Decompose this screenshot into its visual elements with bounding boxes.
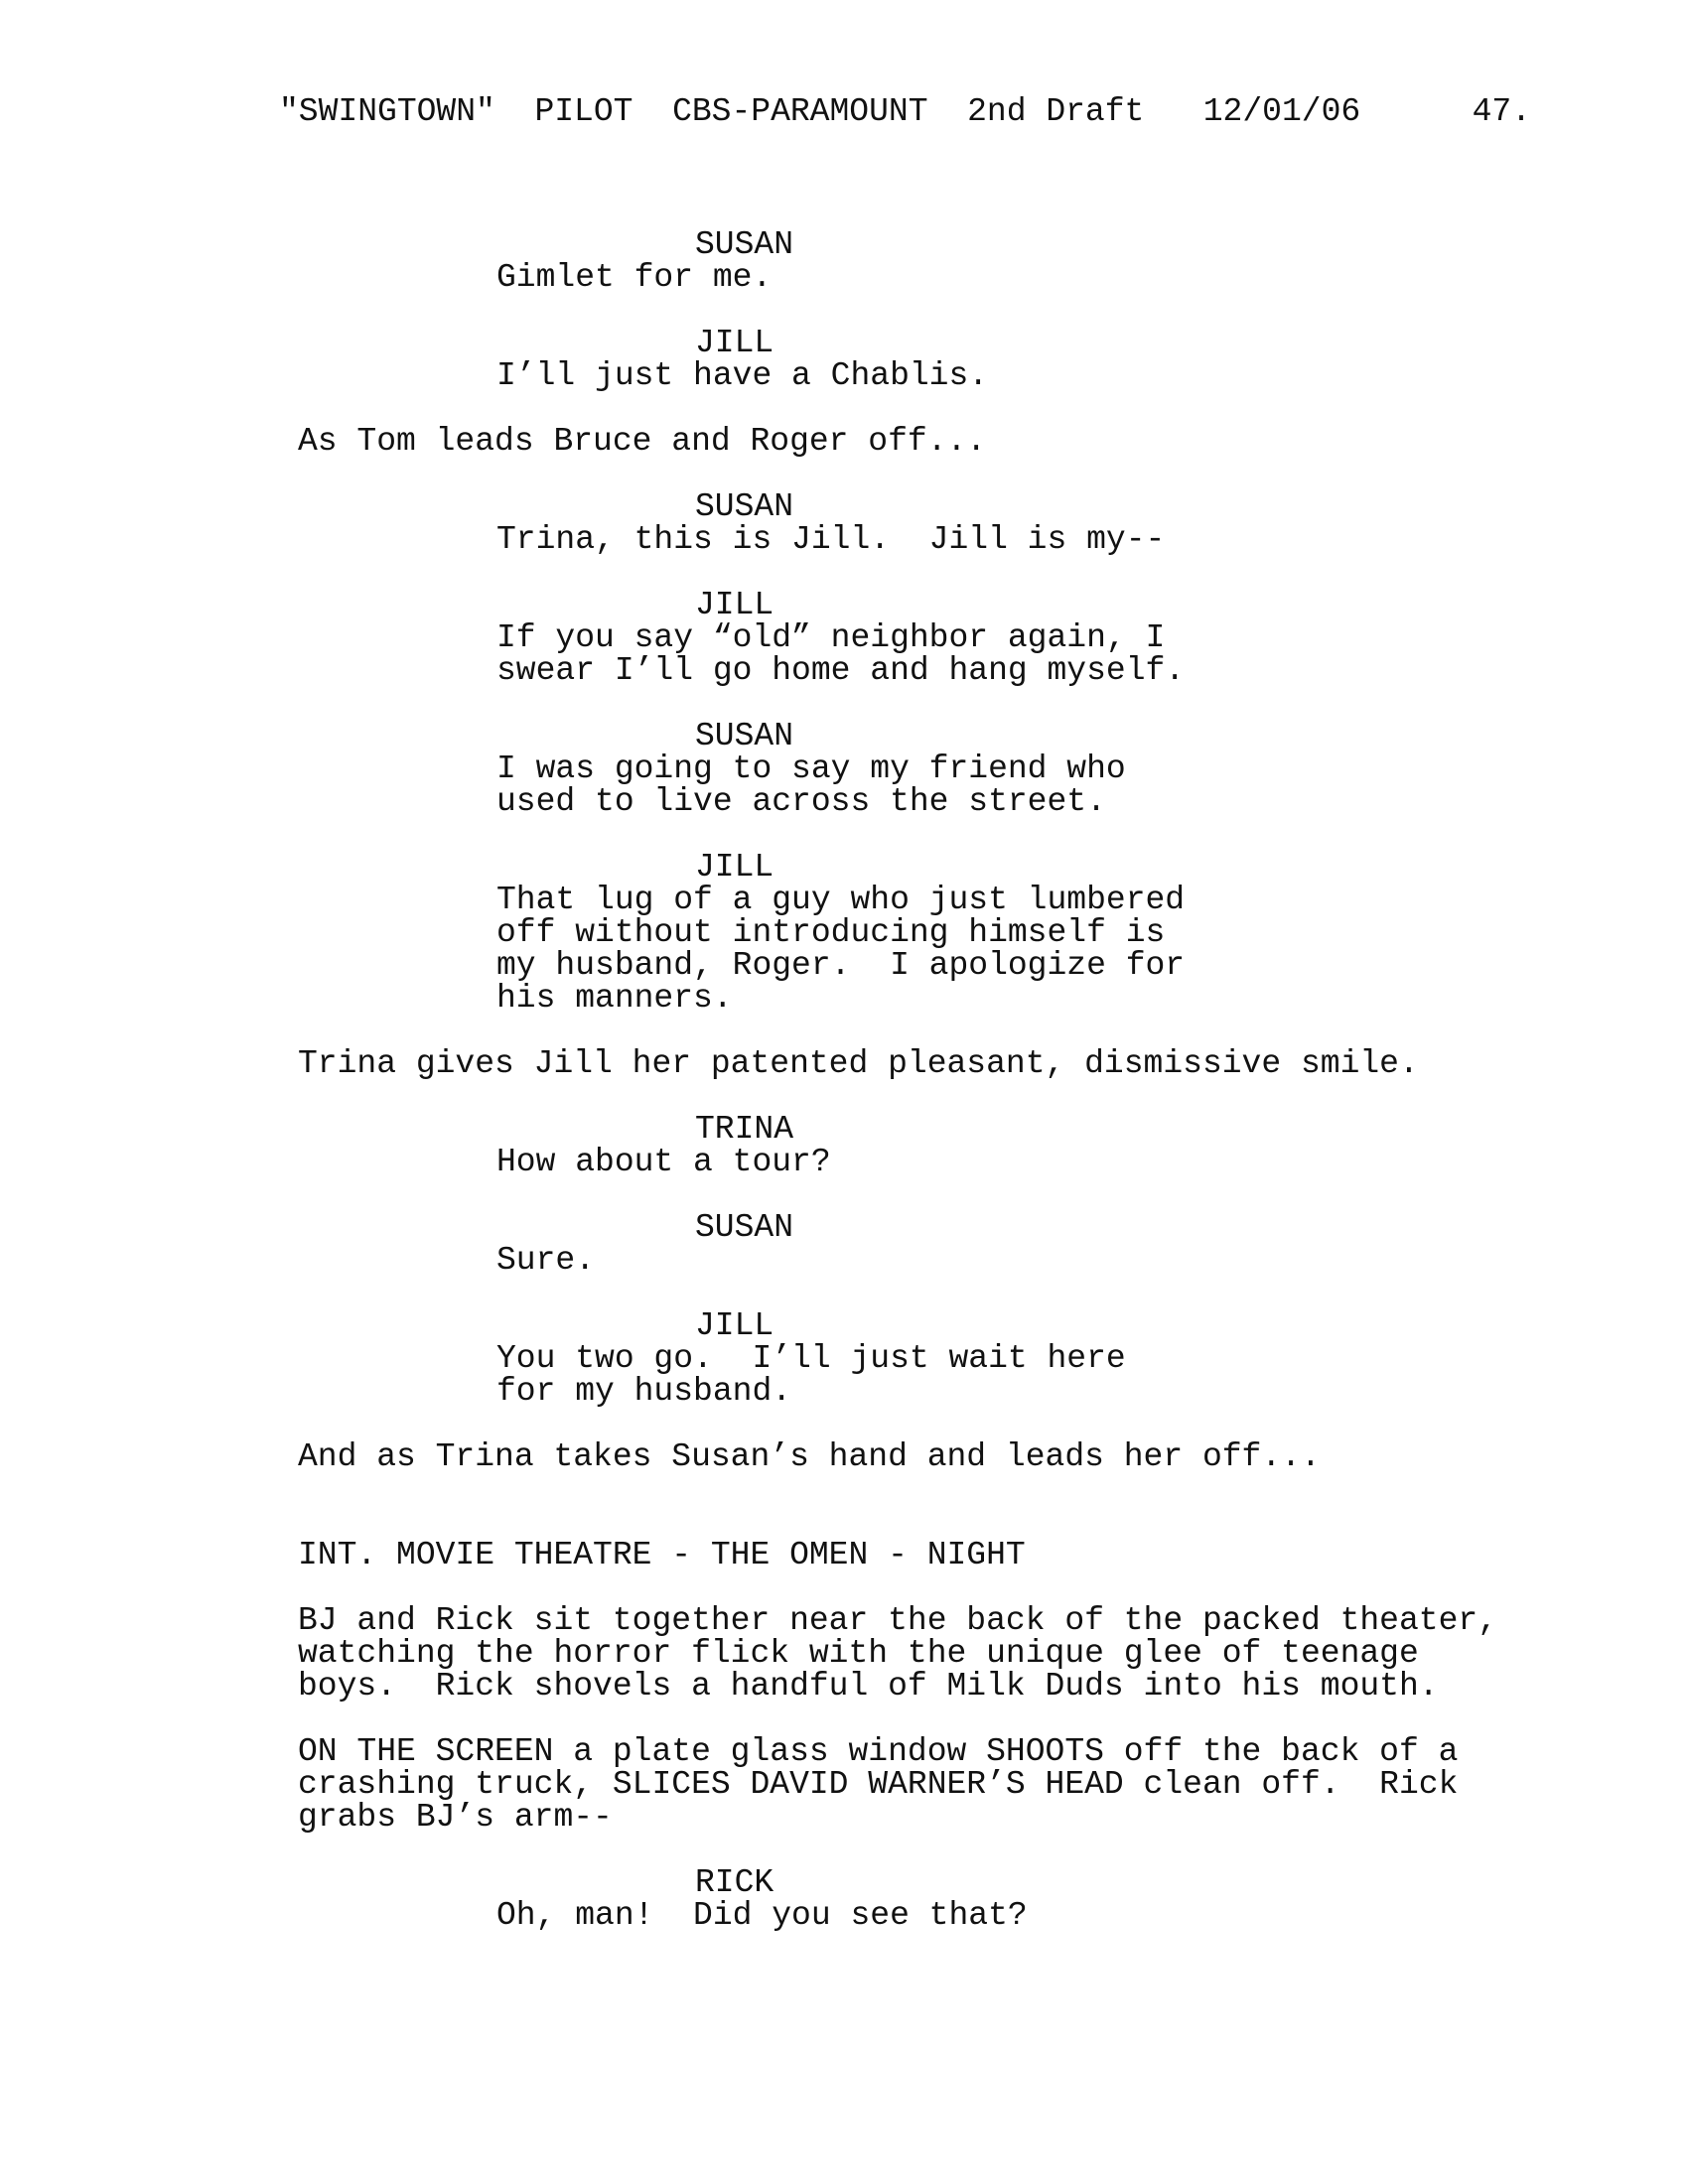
action-line: ON THE SCREEN a plate glass window SHOOTS off the back of a xyxy=(298,1733,1459,1770)
character-name: SUSAN xyxy=(695,1209,794,1246)
dialogue-line: swear I’ll go home and hang myself. xyxy=(496,652,1186,689)
character-name: SUSAN xyxy=(695,226,794,263)
character-name: JILL xyxy=(695,1307,774,1344)
action-line: And as Trina takes Susan’s hand and leads her off... xyxy=(298,1438,1321,1475)
action-line: crashing truck, SLICES DAVID WARNER’S HEAD clean off. Rick xyxy=(298,1766,1459,1803)
dialogue-line: If you say “old” neighbor again, I xyxy=(496,619,1166,656)
dialogue-line: used to live across the street. xyxy=(496,783,1106,820)
scene-heading: INT. MOVIE THEATRE - THE OMEN - NIGHT xyxy=(298,1537,1026,1573)
action-line: watching the horror flick with the unique glee of teenage xyxy=(298,1635,1419,1672)
dialogue-line: I’ll just have a Chablis. xyxy=(496,357,989,394)
action-line: grabs BJ’s arm-- xyxy=(298,1799,613,1836)
dialogue-line: off without introducing himself is xyxy=(496,914,1166,951)
character-name: JILL xyxy=(695,325,774,361)
dialogue-line: How about a tour? xyxy=(496,1144,831,1180)
dialogue-line: for my husband. xyxy=(496,1373,792,1410)
action-line: Trina gives Jill her patented pleasant, dismissive smile. xyxy=(298,1045,1419,1082)
character-name: SUSAN xyxy=(695,488,794,525)
dialogue-line: Sure. xyxy=(496,1242,596,1279)
dialogue-line: You two go. I’ll just wait here xyxy=(496,1340,1126,1377)
character-name: JILL xyxy=(695,587,774,623)
dialogue-line: my husband, Roger. I apologize for xyxy=(496,947,1186,984)
dialogue-line: Trina, this is Jill. Jill is my-- xyxy=(496,521,1166,558)
action-line: boys. Rick shovels a handful of Milk Duds into his mouth. xyxy=(298,1668,1439,1705)
dialogue-line: Gimlet for me. xyxy=(496,259,773,296)
action-line: As Tom leads Bruce and Roger off... xyxy=(298,423,987,460)
dialogue-line: That lug of a guy who just lumbered xyxy=(496,882,1186,918)
character-name: RICK xyxy=(695,1864,774,1901)
character-name: SUSAN xyxy=(695,718,794,754)
dialogue-line: his manners. xyxy=(496,980,733,1017)
page-number: 47. xyxy=(1472,93,1531,130)
character-name: TRINA xyxy=(695,1111,794,1148)
dialogue-line: Oh, man! Did you see that? xyxy=(496,1897,1028,1934)
dialogue-line: I was going to say my friend who xyxy=(496,751,1126,787)
character-name: JILL xyxy=(695,849,774,886)
page-header-title: "SWINGTOWN" PILOT CBS-PARAMOUNT 2nd Draft 12/01/06 xyxy=(279,93,1361,130)
action-line: BJ and Rick sit together near the back of the packed theater, xyxy=(298,1602,1497,1639)
